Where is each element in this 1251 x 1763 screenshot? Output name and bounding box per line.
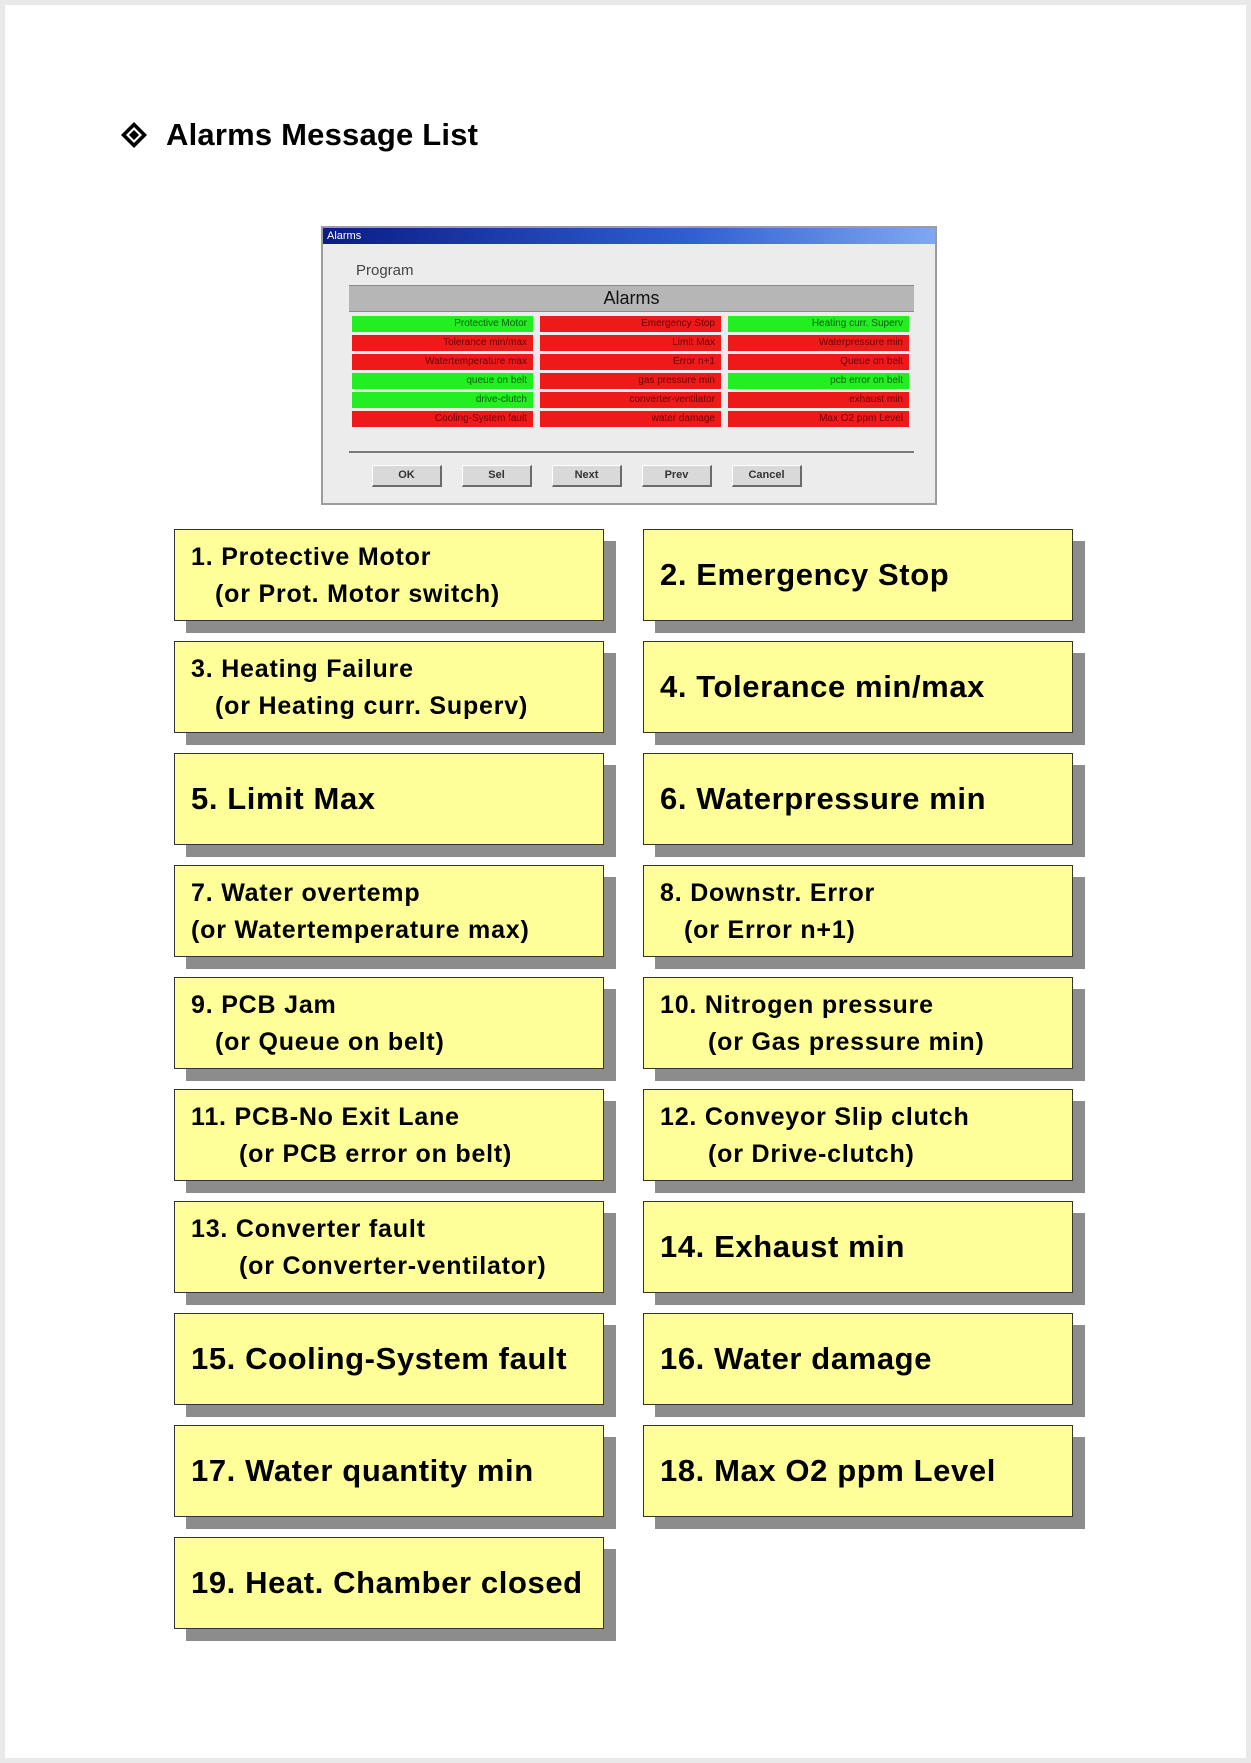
alarm-status-cell: gas pressure min xyxy=(540,373,721,389)
alarm-status-cell: Tolerance min/max xyxy=(352,335,533,351)
alarm-title: 5. Limit Max xyxy=(191,781,376,816)
alarm-status-cell: Max O2 ppm Level xyxy=(728,411,909,427)
alarm-title: 8. Downstr. Error xyxy=(660,879,876,907)
alarm-title: 9. PCB Jam xyxy=(191,991,337,1019)
section-title: Alarms Message List xyxy=(166,117,479,152)
alarm-title: 14. Exhaust min xyxy=(660,1229,906,1264)
alarm-box-18 xyxy=(643,1425,1073,1517)
alarm-title: 2. Emergency Stop xyxy=(660,557,950,592)
alarm-title: 4. Tolerance min/max xyxy=(660,669,985,704)
alarm-status-grid xyxy=(352,316,910,427)
alarm-box-12 xyxy=(643,1089,1073,1181)
alarm-status-cell: exhaust min xyxy=(728,392,909,408)
alarm-status-cell: queue on belt xyxy=(352,373,533,389)
alarm-title: 16. Water damage xyxy=(660,1341,933,1376)
alarm-box-14 xyxy=(643,1201,1073,1293)
program-label: Program xyxy=(356,262,414,279)
alarm-title: 1. Protective Motor xyxy=(191,543,432,571)
alarm-box-11 xyxy=(174,1089,604,1181)
alarm-alias: (or Watertemperature max) xyxy=(191,916,530,944)
alarm-box-19 xyxy=(174,1537,604,1629)
alarm-title: 10. Nitrogen pressure xyxy=(660,991,934,1019)
alarm-alias: (or Heating curr. Superv) xyxy=(215,692,529,720)
diamond-bullet-icon xyxy=(120,121,148,149)
alarm-status-cell: Emergency Stop xyxy=(540,316,721,332)
alarm-title: 15. Cooling-System fault xyxy=(191,1341,568,1376)
alarms-window-screenshot xyxy=(321,226,937,505)
alarm-title: 13. Converter fault xyxy=(191,1215,426,1243)
alarm-box-4 xyxy=(643,641,1073,733)
alarm-status-cell: pcb error on belt xyxy=(728,373,909,389)
alarm-box-3 xyxy=(174,641,604,733)
alarm-box-2 xyxy=(643,529,1073,621)
alarm-status-cell: Limit Max xyxy=(540,335,721,351)
alarm-box-17 xyxy=(174,1425,604,1517)
alarm-box-1 xyxy=(174,529,604,621)
alarm-status-cell: Cooling-System fault xyxy=(352,411,533,427)
alarm-status-cell: water damage xyxy=(540,411,721,427)
alarm-box-10 xyxy=(643,977,1073,1069)
window-divider xyxy=(349,451,914,453)
alarm-alias: (or Error n+1) xyxy=(684,916,856,944)
ok-button[interactable]: OK xyxy=(372,465,442,487)
alarm-title: 12. Conveyor Slip clutch xyxy=(660,1103,970,1131)
alarm-title: 7. Water overtemp xyxy=(191,879,421,907)
alarm-status-cell: Waterpressure min xyxy=(728,335,909,351)
alarm-box-8 xyxy=(643,865,1073,957)
sel-button[interactable]: Sel xyxy=(462,465,532,487)
alarm-title: 18. Max O2 ppm Level xyxy=(660,1453,996,1488)
section-heading xyxy=(120,117,478,153)
alarm-box-5 xyxy=(174,753,604,845)
alarm-status-cell: Heating curr. Superv xyxy=(728,316,909,332)
alarm-status-cell: Queue on belt xyxy=(728,354,909,370)
alarm-status-cell: converter-ventilator xyxy=(540,392,721,408)
alarm-box-9 xyxy=(174,977,604,1069)
alarm-status-cell: drive-clutch xyxy=(352,392,533,408)
cancel-button[interactable]: Cancel xyxy=(732,465,802,487)
alarm-title: 11. PCB-No Exit Lane xyxy=(191,1103,460,1131)
alarm-alias: (or Drive-clutch) xyxy=(708,1140,915,1168)
alarm-title: 19. Heat. Chamber closed xyxy=(191,1565,583,1600)
alarm-alias: (or PCB error on belt) xyxy=(239,1140,513,1168)
alarms-header: Alarms xyxy=(349,285,914,312)
alarm-alias: (or Prot. Motor switch) xyxy=(215,580,501,608)
alarm-title: 3. Heating Failure xyxy=(191,655,414,683)
alarm-box-6 xyxy=(643,753,1073,845)
alarm-box-7 xyxy=(174,865,604,957)
document-page xyxy=(5,5,1246,1758)
prev-button[interactable]: Prev xyxy=(642,465,712,487)
alarm-title: 17. Water quantity min xyxy=(191,1453,534,1488)
next-button[interactable]: Next xyxy=(552,465,622,487)
alarm-alias: (or Converter-ventilator) xyxy=(239,1252,547,1280)
alarm-box-15 xyxy=(174,1313,604,1405)
alarm-title: 6. Waterpressure min xyxy=(660,781,987,816)
alarm-alias: (or Gas pressure min) xyxy=(708,1028,985,1056)
alarm-box-16 xyxy=(643,1313,1073,1405)
alarm-alias: (or Queue on belt) xyxy=(215,1028,445,1056)
alarm-status-cell: Protective Motor xyxy=(352,316,533,332)
alarm-status-cell: Error n+1 xyxy=(540,354,721,370)
window-titlebar: Alarms xyxy=(323,228,935,244)
alarm-status-cell: Watertemperature max xyxy=(352,354,533,370)
alarm-box-13 xyxy=(174,1201,604,1293)
